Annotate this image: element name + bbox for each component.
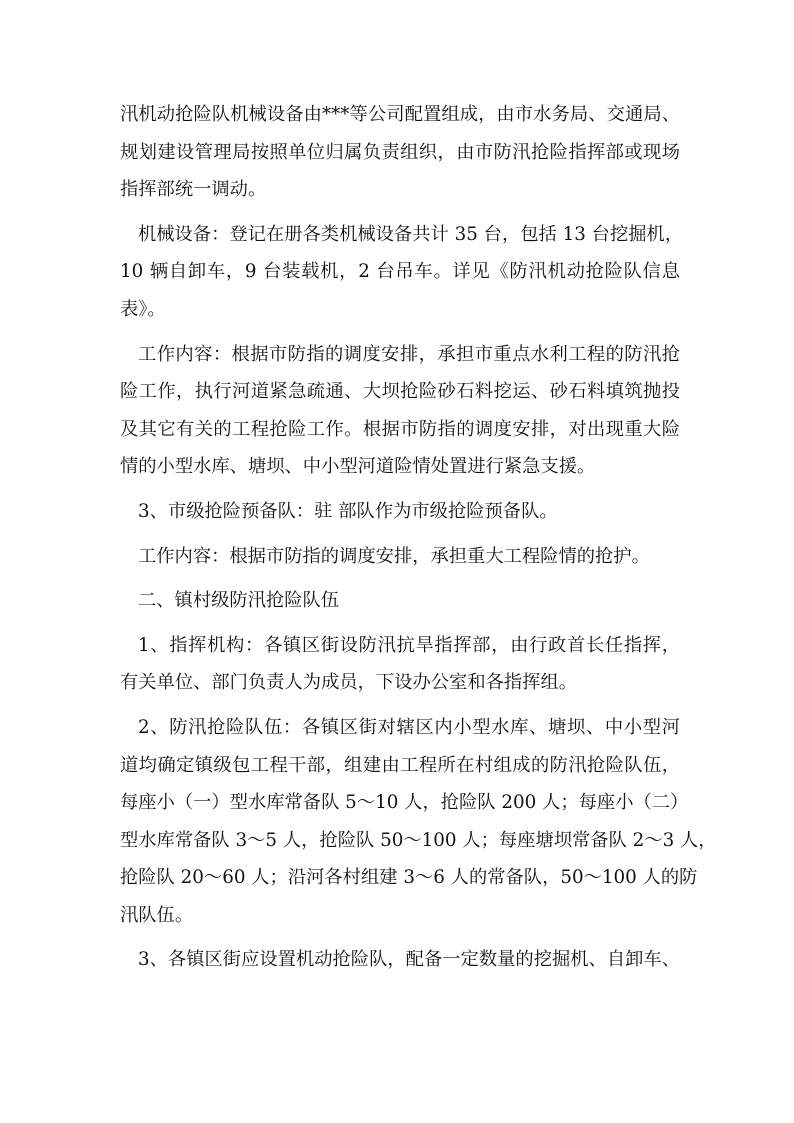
text-line: 及其它有关的工程抢险工作。根据市防指的调度安排，对出现重大险	[120, 418, 680, 440]
text-line: 汛机动抢险队机械设备由***等公司配置组成，由市水务局、交通局、	[120, 104, 680, 125]
paragraph-mobile-rescue-team	[120, 941, 680, 979]
paragraph-mechanical-equipment	[120, 216, 684, 329]
text-line: 汛队伍。	[120, 904, 194, 926]
text-line: 每座小（一）型水库常备队 5～10 人，抢险队 200 人；每座小（二）	[120, 792, 689, 814]
text-line: 3、市级抢险预备队：驻 部队作为市级抢险预备队。	[138, 500, 558, 522]
text-line: 情的小型水库、塘坝、中小型河道险情处置进行紧急支援。	[120, 456, 596, 478]
text-line: 规划建设管理局按照单位归属负责组织，由市防汛抢险指挥部或现场	[120, 141, 680, 163]
text-line: 1、指挥机构：各镇区街设防汛抗旱指挥部，由行政首长任指挥，	[138, 634, 680, 656]
text-line: 机械设备：登记在册各类机械设备共计 35 台，包括 13 台挖掘机，	[138, 223, 684, 245]
text-line: 有关单位、部门负责人为成员，下设办公室和各指挥组。	[120, 672, 578, 694]
text-line: 险工作，执行河道紧急疏通、大坝抢险砂石料挖运、砂石料填筑抛投	[120, 381, 680, 403]
text-line: 工作内容：根据市防指的调度安排，承担重大工程险情的抢护。	[138, 545, 650, 567]
text-line: 10 辆自卸车，9 台装载机，2 台吊车。详见《防汛机动抢险队信息	[120, 261, 680, 283]
text-line: 二、镇村级防汛抢险队伍	[138, 590, 340, 612]
document-body	[120, 96, 717, 986]
text-line: 3、各镇区街应设置机动抢险队，配备一定数量的挖掘机、自卸车、	[138, 949, 680, 971]
text-line: 表》。	[120, 298, 166, 320]
paragraph-work-content-2	[120, 538, 680, 576]
paragraph-rescue-teams	[120, 709, 717, 935]
text-line: 2、防汛抢险队伍：各镇区街对辖区内小型水库、塘坝、中小型河	[138, 716, 680, 738]
section-heading-town-village-teams	[120, 582, 680, 620]
text-line: 抢险队 20～60 人；沿河各村组建 3～6 人的常备队，50～100 人的防	[120, 867, 698, 889]
text-line: 指挥部统一调动。	[120, 179, 267, 201]
paragraph-work-content-1	[120, 336, 680, 486]
text-line: 工作内容：根据市防指的调度安排，承担市重点水利工程的防汛抢	[138, 343, 680, 365]
paragraph-command-structure	[120, 627, 680, 702]
paragraph-reserve-team	[120, 493, 680, 531]
text-line: 型水库常备队 3～5 人，抢险队 50～100 人；每座塘坝常备队 2～3 人，	[120, 829, 717, 851]
text-line: 道均确定镇级包工程干部，组建由工程所在村组成的防汛抢险队伍，	[120, 754, 680, 776]
paragraph-mechanical-team-intro	[120, 96, 680, 209]
